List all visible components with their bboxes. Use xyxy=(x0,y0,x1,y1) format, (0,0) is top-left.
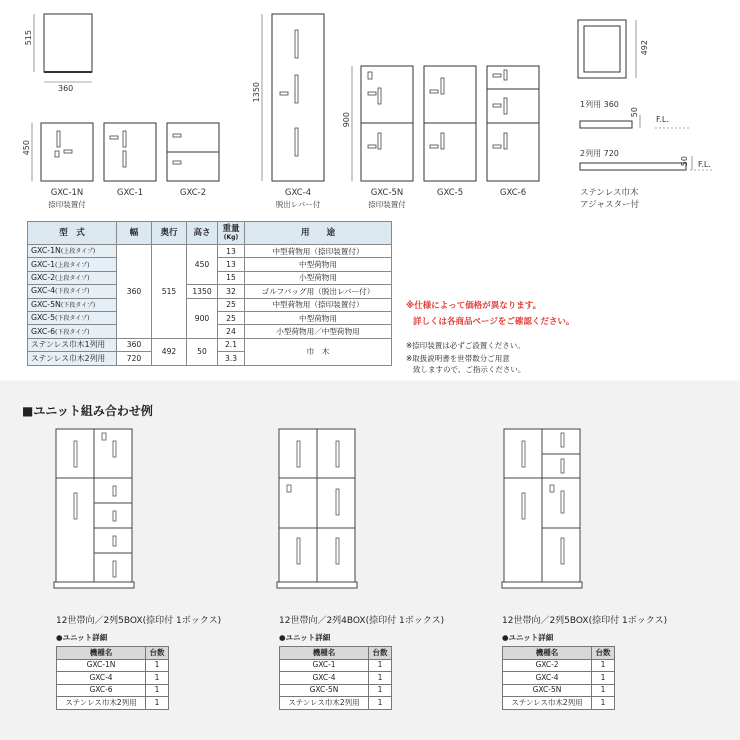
note-2: ※取扱説明書を世帯数分ご用意 xyxy=(406,354,510,363)
label-gxc5n: GXC-5N xyxy=(370,188,404,198)
dim-base-h2: 50 xyxy=(680,156,689,167)
table-row: GXC-2 1 xyxy=(503,659,615,672)
combo3-left-col xyxy=(504,429,542,582)
spec-use: 小型荷物用 xyxy=(245,271,392,284)
dim-fl1: F.L. xyxy=(656,115,669,124)
spec-width-main: 360 xyxy=(117,245,152,339)
spec-model: GXC-5N(下段タイプ) xyxy=(28,298,117,311)
spec-model: ステンレス巾木1列用 xyxy=(28,338,117,351)
combo1-title: 12世帯向／2列5BOX(捺印付 1ボックス) xyxy=(56,616,222,626)
spec-base-w2: 720 xyxy=(117,352,152,365)
baseboard-top-view xyxy=(578,20,626,78)
dim-depth: 515 xyxy=(24,30,33,46)
baseboard-2-side xyxy=(580,163,686,170)
table-row: GXC-4 1 xyxy=(280,672,392,685)
spec-weight: 24 xyxy=(218,325,245,338)
spec-model: GXC-6(下段タイプ) xyxy=(28,325,117,338)
spec-base-w1: 360 xyxy=(117,338,152,351)
combo1-detail: ●ユニット詳細 xyxy=(56,633,108,642)
combo1-table xyxy=(56,646,169,710)
spec-h-width: 幅 xyxy=(117,222,152,245)
spec-use-baseboard: 巾 木 xyxy=(245,338,392,365)
label-gxc1n-sub: 捺印装置付 xyxy=(48,200,86,209)
spec-height-450: 450 xyxy=(187,245,218,285)
combo3-h-name: 機種名 xyxy=(503,647,592,660)
spec-weight: 13 xyxy=(218,258,245,271)
spec-weight: 3.3 xyxy=(218,352,245,365)
table-row: ステンレス巾木2列用 1 xyxy=(503,697,615,710)
spec-weight: 2.1 xyxy=(218,338,245,351)
note-red-1: ※仕様によって価格が異なります。 xyxy=(406,301,542,311)
side-view-box xyxy=(44,14,92,72)
dim-base1: 1列用 360 xyxy=(580,100,619,109)
label-gxc4-sub: 脱出レバー付 xyxy=(275,200,321,209)
label-gxc5: GXC-5 xyxy=(436,188,464,198)
table-row: GXC-4 1 xyxy=(503,672,615,685)
dim-base-h1: 50 xyxy=(630,107,639,118)
note-1: ※捺印装置は必ずご設置ください。 xyxy=(406,341,525,350)
spec-use: 中型荷物用 xyxy=(245,311,392,324)
spec-model: GXC-1(上段タイプ) xyxy=(28,258,117,271)
table-row: ステンレス巾木2列用 1 xyxy=(57,697,169,710)
combo1-h-qty: 台数 xyxy=(146,647,169,660)
spec-model: GXC-5(下段タイプ) xyxy=(28,311,117,324)
spec-weight: 32 xyxy=(218,285,245,298)
spec-height-1350: 1350 xyxy=(187,285,218,298)
combo2-detail: ●ユニット詳細 xyxy=(279,633,331,642)
spec-model: GXC-2(上段タイプ) xyxy=(28,271,117,284)
spec-height-900: 900 xyxy=(187,298,218,338)
spec-use: ゴルフバッグ用（脱出レバー付） xyxy=(245,285,392,298)
label-baseboard-2: アジャスター付 xyxy=(580,200,639,210)
spec-row xyxy=(28,338,392,351)
spec-weight: 13 xyxy=(218,245,245,258)
combo1-left-col xyxy=(56,429,94,582)
spec-base-depth: 492 xyxy=(152,338,187,365)
spec-h-depth: 奥行 xyxy=(152,222,187,245)
dim-h450: 450 xyxy=(22,140,31,156)
dim-width: 360 xyxy=(58,84,74,93)
section-title: ■ユニット組み合わせ例 xyxy=(22,404,153,418)
combo2-title: 12世帯向／2列4BOX(捺印付 1ボックス) xyxy=(279,616,445,626)
combo1-h-name: 機種名 xyxy=(57,647,146,660)
spec-base-height: 50 xyxy=(187,338,218,365)
table-row: GXC-1 1 xyxy=(280,659,392,672)
spec-use: 中型荷物用 xyxy=(245,258,392,271)
dim-h1350: 1350 xyxy=(252,82,261,103)
label-gxc1: GXC-1 xyxy=(116,188,144,198)
spec-table xyxy=(27,221,392,366)
spec-model: ステンレス巾木2列用 xyxy=(28,352,117,365)
table-row: GXC-4 1 xyxy=(57,672,169,685)
note-red-2: 詳しくは各商品ページをご確認ください。 xyxy=(413,317,575,327)
spec-model: GXC-1N(上段タイプ) xyxy=(28,245,117,258)
combo2-h-name: 機種名 xyxy=(280,647,369,660)
dim-h900: 900 xyxy=(342,112,351,128)
baseboard-1-side xyxy=(580,121,632,128)
label-gxc1n: GXC-1N xyxy=(50,188,84,198)
combo3-detail: ●ユニット詳細 xyxy=(502,633,554,642)
combo2-table xyxy=(279,646,392,710)
combo2-left-col xyxy=(279,429,317,582)
dim-base2: 2列用 720 xyxy=(580,149,619,158)
unit-gxc1 xyxy=(104,123,156,181)
table-row: GXC-1N 1 xyxy=(57,659,169,672)
spec-use: 中型荷物用（捺印装置付） xyxy=(245,245,392,258)
unit-gxc1n xyxy=(41,123,93,181)
spec-h-height: 高さ xyxy=(187,222,218,245)
label-gxc6: GXC-6 xyxy=(499,188,527,198)
combo2-h-qty: 台数 xyxy=(369,647,392,660)
table-row: GXC-6 1 xyxy=(57,684,169,697)
spec-weight: 15 xyxy=(218,271,245,284)
dim-fl2: F.L. xyxy=(698,160,711,169)
spec-h-use: 用 途 xyxy=(245,222,392,245)
spec-weight: 25 xyxy=(218,298,245,311)
note-3: 致しますので、ご指示ください。 xyxy=(413,365,526,374)
label-gxc2: GXC-2 xyxy=(179,188,207,198)
spec-depth-main: 515 xyxy=(152,245,187,339)
spec-row xyxy=(28,285,392,298)
label-baseboard-1: ステンレス巾木 xyxy=(580,188,639,198)
spec-weight: 25 xyxy=(218,311,245,324)
spec-row xyxy=(28,298,392,311)
table-row: GXC-5N 1 xyxy=(280,684,392,697)
spec-header-row xyxy=(28,222,392,245)
combo3-title: 12世帯向／2列5BOX(捺印付 1ボックス) xyxy=(502,616,668,626)
spec-use: 小型荷物用／中型荷物用 xyxy=(245,325,392,338)
dim-base-depth: 492 xyxy=(640,40,649,56)
label-gxc5n-sub: 捺印装置付 xyxy=(368,200,406,209)
spec-h-weight: 重量 (Kg) xyxy=(218,222,245,245)
table-row: ステンレス巾木2列用 1 xyxy=(280,697,392,710)
spec-h-model: 型 式 xyxy=(28,222,117,245)
combo3-table xyxy=(502,646,615,710)
combo3-h-qty: 台数 xyxy=(592,647,615,660)
spec-use: 中型荷物用（捺印装置付） xyxy=(245,298,392,311)
combination-drawings xyxy=(0,381,740,611)
table-row: GXC-5N 1 xyxy=(503,684,615,697)
spec-row xyxy=(28,245,392,258)
label-gxc4: GXC-4 xyxy=(284,188,312,198)
spec-model: GXC-4(下段タイプ) xyxy=(28,285,117,298)
